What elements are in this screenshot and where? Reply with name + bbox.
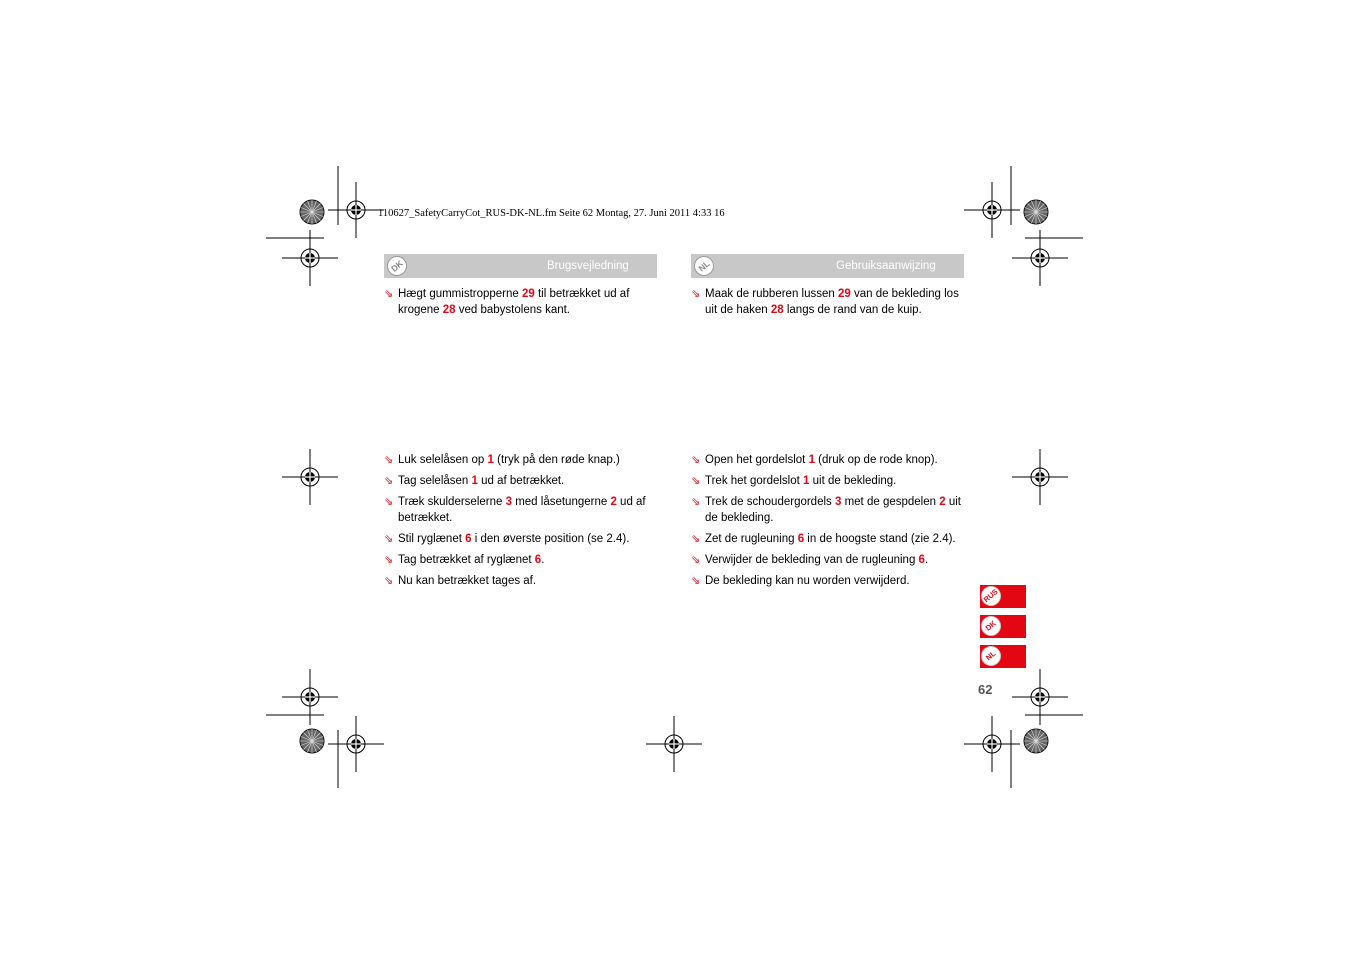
language-tab-nl[interactable]	[980, 645, 1026, 668]
radial-star-target-icon	[1024, 729, 1048, 753]
radial-star-target-icon	[300, 729, 324, 753]
list-item: ⇘ Zet de rugleuning 6 in de hoogste stand (zie 2.4).	[691, 533, 956, 545]
arrow-bullet-icon: ⇘	[384, 533, 394, 545]
arrow-bullet-icon: ⇘	[384, 454, 394, 466]
arrow-bullet-icon: ⇘	[691, 454, 701, 466]
crosshair-target-icon	[1012, 669, 1068, 725]
dk-top-steps	[384, 286, 659, 323]
list-item: ⇘ Maak de rubberen lussen 29 van de bekleding los uit de haken 28 langs de rand van de kuip.	[691, 288, 959, 316]
crosshair-target-icon	[646, 716, 702, 772]
list-item: ⇘ Luk selelåsen op 1 (tryk på den røde knap.)	[384, 454, 620, 466]
rus-language-badge: RUS	[977, 582, 1005, 610]
radial-star-target-icon	[1024, 200, 1048, 224]
arrow-bullet-icon: ⇘	[691, 475, 701, 487]
list-item: ⇘ Open het gordelslot 1 (druk op de rode knop).	[691, 454, 938, 466]
arrow-bullet-icon: ⇘	[384, 288, 394, 300]
nl-section-header	[691, 254, 964, 278]
arrow-bullet-icon: ⇘	[384, 496, 394, 508]
dk-language-badge: DK	[977, 612, 1005, 640]
list-item: ⇘ Hægt gummistropperne 29 til betrækket ud af krogene 28 ved babystolens kant.	[384, 288, 630, 316]
crosshair-target-icon	[328, 716, 384, 772]
arrow-bullet-icon: ⇘	[691, 496, 701, 508]
list-item: ⇘ Trek het gordelslot 1 uit de bekleding.	[691, 475, 897, 487]
print-info-line: 110627_SafetyCarryCot_RUS-DK-NL.fm Seite 62 Montag, 27. Juni 2011 4:33 16	[378, 208, 725, 219]
list-item: ⇘ Tag betrækket af ryglænet 6.	[384, 554, 545, 566]
crosshair-target-icon	[282, 669, 338, 725]
radial-star-target-icon	[300, 200, 324, 224]
list-item: ⇘ Nu kan betrækket tages af.	[384, 575, 537, 587]
dk-section-title: Brugsvejledning	[547, 260, 629, 272]
list-item: ⇘ Træk skulderselerne 3 med låsetungerne 2 ud af betrækket.	[384, 496, 646, 524]
arrow-bullet-icon: ⇘	[384, 575, 394, 587]
list-item: ⇘ Stil ryglænet 6 i den øverste position (se 2.4).	[384, 533, 630, 545]
crosshair-target-icon	[282, 449, 338, 505]
nl-language-badge: NL	[977, 642, 1005, 670]
list-item: ⇘ De bekleding kan nu worden verwijderd.	[691, 575, 910, 587]
arrow-bullet-icon: ⇘	[691, 575, 701, 587]
crosshair-target-icon	[964, 182, 1020, 238]
arrow-bullet-icon: ⇘	[691, 288, 701, 300]
dk-steps	[384, 452, 659, 594]
arrow-bullet-icon: ⇘	[384, 475, 394, 487]
arrow-bullet-icon: ⇘	[691, 533, 701, 545]
nl-section-title: Gebruiksaanwijzing	[836, 260, 936, 272]
nl-top-steps	[691, 286, 966, 323]
page-number: 62	[978, 682, 993, 697]
nl-steps	[691, 452, 969, 594]
crosshair-target-icon	[328, 182, 384, 238]
crosshair-target-icon	[964, 716, 1020, 772]
dk-language-badge: DK	[383, 252, 411, 280]
language-tab-dk[interactable]	[980, 615, 1026, 638]
dk-section-header	[384, 254, 657, 278]
language-tab-rus[interactable]	[980, 585, 1026, 608]
crosshair-target-icon	[1012, 449, 1068, 505]
nl-language-badge: NL	[690, 252, 718, 280]
list-item: ⇘ Verwijder de bekleding van de rugleuning 6.	[691, 554, 929, 566]
arrow-bullet-icon: ⇘	[691, 554, 701, 566]
list-item: ⇘ Tag selelåsen 1 ud af betrækket.	[384, 475, 565, 487]
list-item: ⇘ Trek de schoudergordels 3 met de gespdelen 2 uit de bekleding.	[691, 496, 961, 524]
arrow-bullet-icon: ⇘	[384, 554, 394, 566]
